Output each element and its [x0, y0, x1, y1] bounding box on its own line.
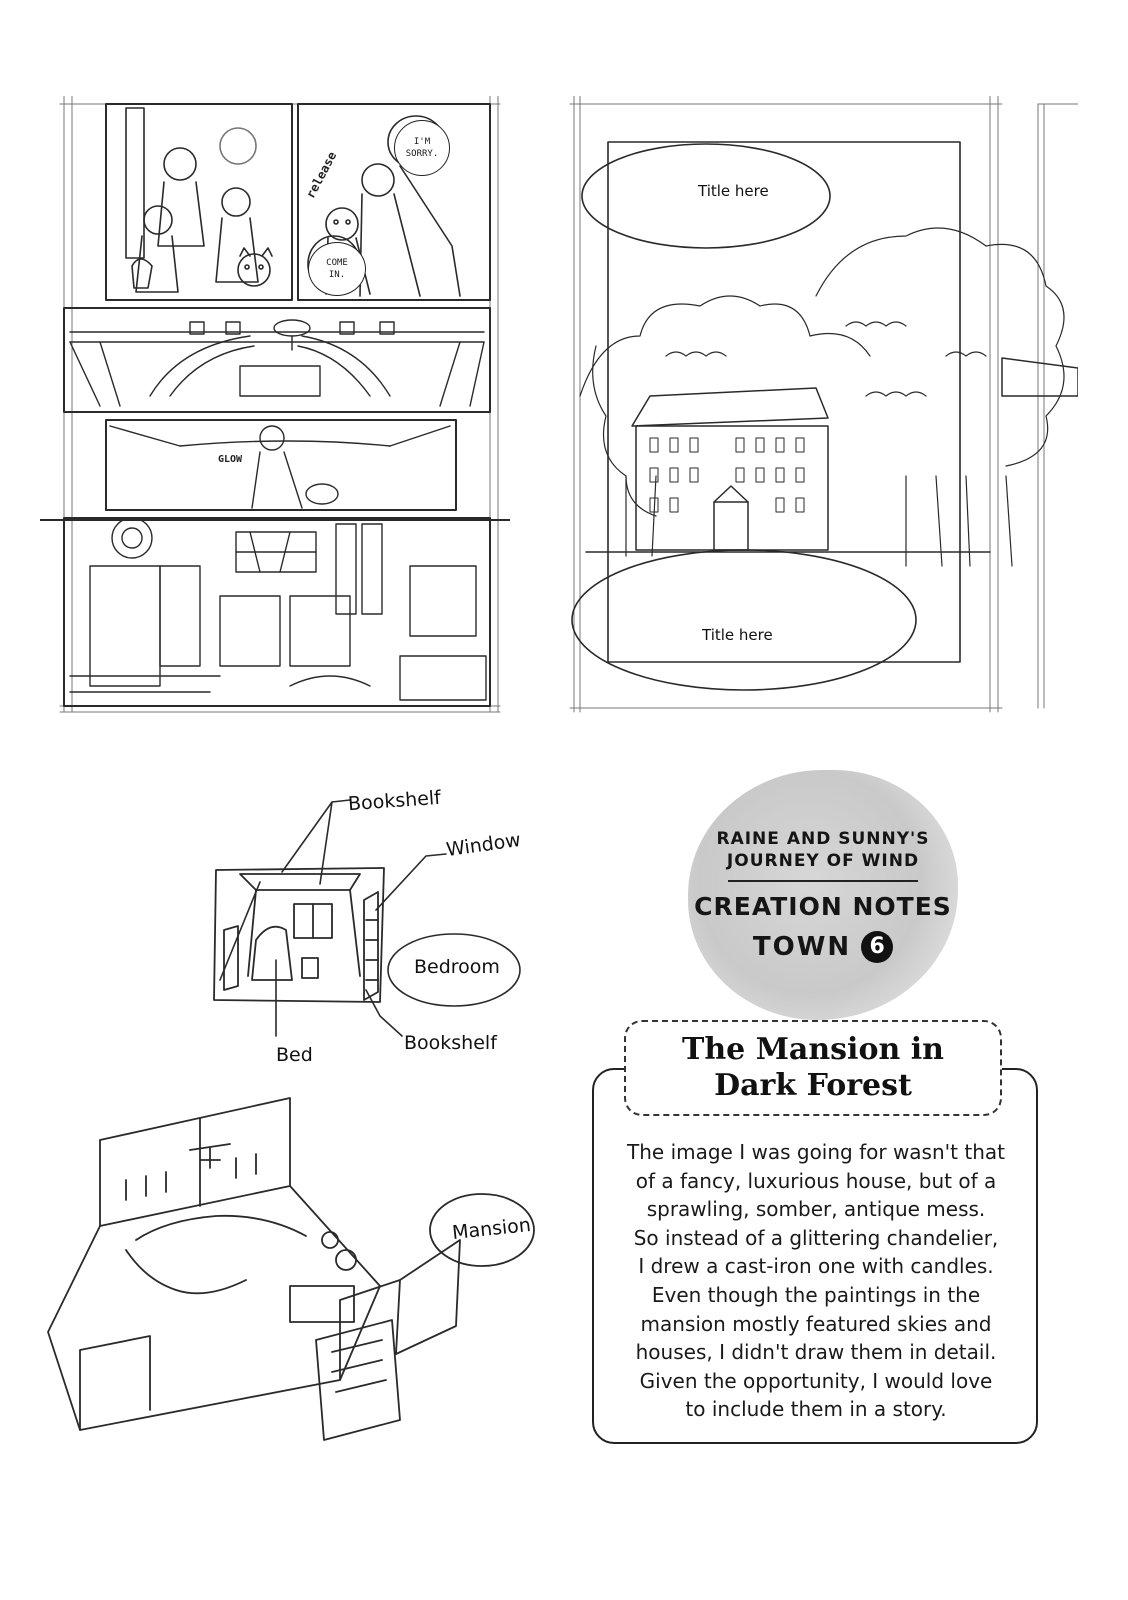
town-label [753, 931, 893, 963]
storyboard-page-right [566, 96, 1078, 716]
series-title-line2: JOURNEY OF WIND [726, 850, 920, 871]
label-bookshelf-bottom: Bookshelf [404, 1032, 497, 1054]
label-bookshelf-top: Bookshelf [347, 786, 442, 816]
label-mansion: Mansion [451, 1213, 532, 1245]
storyboard-right-drawing [566, 96, 1078, 716]
notes-title-line2: Dark Forest [714, 1068, 912, 1103]
mansion-sketch [40, 1090, 560, 1470]
title-placeholder-bottom: Title here [702, 626, 773, 644]
notes-line: to include them in a story. [685, 1397, 947, 1422]
label-window: Window [444, 828, 523, 862]
notes-line: I drew a cast-iron one with candles. [638, 1254, 994, 1279]
speech-text-come-in: COME IN. [326, 258, 348, 280]
storyboard-left-drawing [40, 96, 510, 716]
town-text: TOWN [752, 931, 852, 962]
sfx-release: release [303, 149, 340, 201]
title-placeholder-top: Title here [698, 182, 769, 200]
notes-body [606, 1138, 1026, 1424]
speech-bubble-sorry [394, 120, 450, 176]
sfx-glow: GLOW [218, 454, 243, 465]
series-title-line1: RAINE AND SUNNY'S [716, 828, 930, 849]
notes-line: mansion mostly featured skies and [640, 1311, 992, 1336]
notes-title-frame [624, 1020, 1002, 1116]
town-number-badge: 6 [861, 931, 893, 963]
speech-bubble-come-in [308, 242, 366, 296]
bedroom-sketch [200, 780, 530, 1080]
mansion-sketch-drawing [40, 1090, 560, 1470]
notes-line: The image I was going for wasn't that [627, 1140, 1005, 1164]
notes-line: Even though the paintings in the [651, 1282, 981, 1307]
creation-notes-badge [688, 770, 958, 1020]
notes-line: of a fancy, luxurious house, but of a [635, 1168, 997, 1193]
badge-divider [728, 880, 918, 882]
label-bedroom: Bedroom [414, 956, 500, 978]
notes-line: houses, I didn't draw them in detail. [635, 1340, 997, 1365]
notes-line: Given the opportunity, I would love [639, 1368, 993, 1393]
creation-notes-heading: CREATION NOTES [694, 891, 952, 921]
label-bed: Bed [276, 1044, 313, 1066]
notes-line: So instead of a glittering chandelier, [633, 1225, 999, 1250]
storyboard-page-left [40, 96, 510, 716]
badge-content [688, 770, 958, 1020]
speech-text-sorry: I'M SORRY. [405, 137, 439, 159]
notes-title-line1: The Mansion in [682, 1032, 944, 1067]
notes-line: sprawling, somber, antique mess. [646, 1197, 986, 1222]
